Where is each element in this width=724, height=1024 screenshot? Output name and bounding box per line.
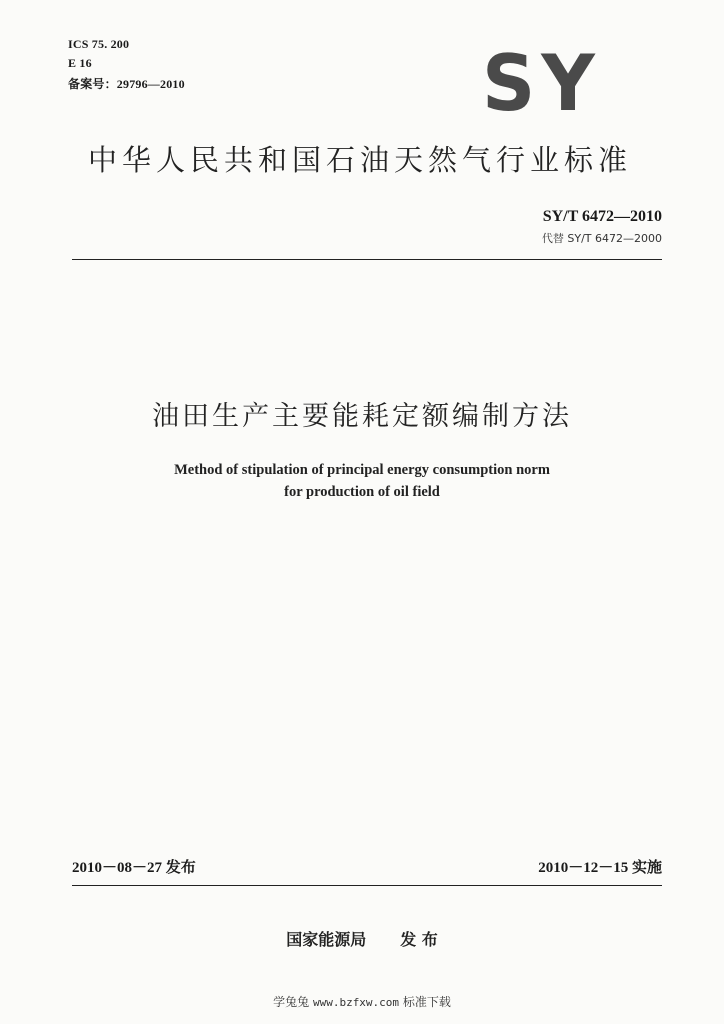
record-number: 备案号：29796—2010 <box>68 77 185 91</box>
issuer-block <box>0 927 724 950</box>
industry-standard-title: 中华人民共和国石油天然气行业标准 <box>88 143 633 177</box>
footer-left: 学兔兔 <box>273 995 310 1009</box>
footer-url[interactable]: www.bzfxw.com <box>312 996 400 1009</box>
header-divider <box>72 259 662 260</box>
replaces-standard: 代替 SY/T 6472—2000 <box>541 232 662 245</box>
document-title-cn: 油田生产主要能耗定额编制方法 <box>152 401 572 432</box>
standard-number: SY/T 6472—2010 <box>542 208 662 225</box>
issue-date: 2010－08－27 发布 <box>72 860 196 876</box>
ics-code: ICS 75. 200 <box>68 37 130 51</box>
footer-right: 标准下载 <box>402 995 451 1009</box>
issuer-action: 发 布 <box>400 930 438 949</box>
sy-logo: SY <box>482 38 601 130</box>
effective-date: 2010－12－15 实施 <box>538 860 662 876</box>
footer-divider <box>72 885 662 886</box>
category-code: E 16 <box>68 56 92 70</box>
document-title-en-line1: Method of stipulation of principal energy consumption norm <box>174 462 550 478</box>
document-title-en-line2: for production of oil field <box>284 484 440 500</box>
footer-watermark <box>0 993 724 1010</box>
issuer-name: 国家能源局 <box>286 930 367 949</box>
